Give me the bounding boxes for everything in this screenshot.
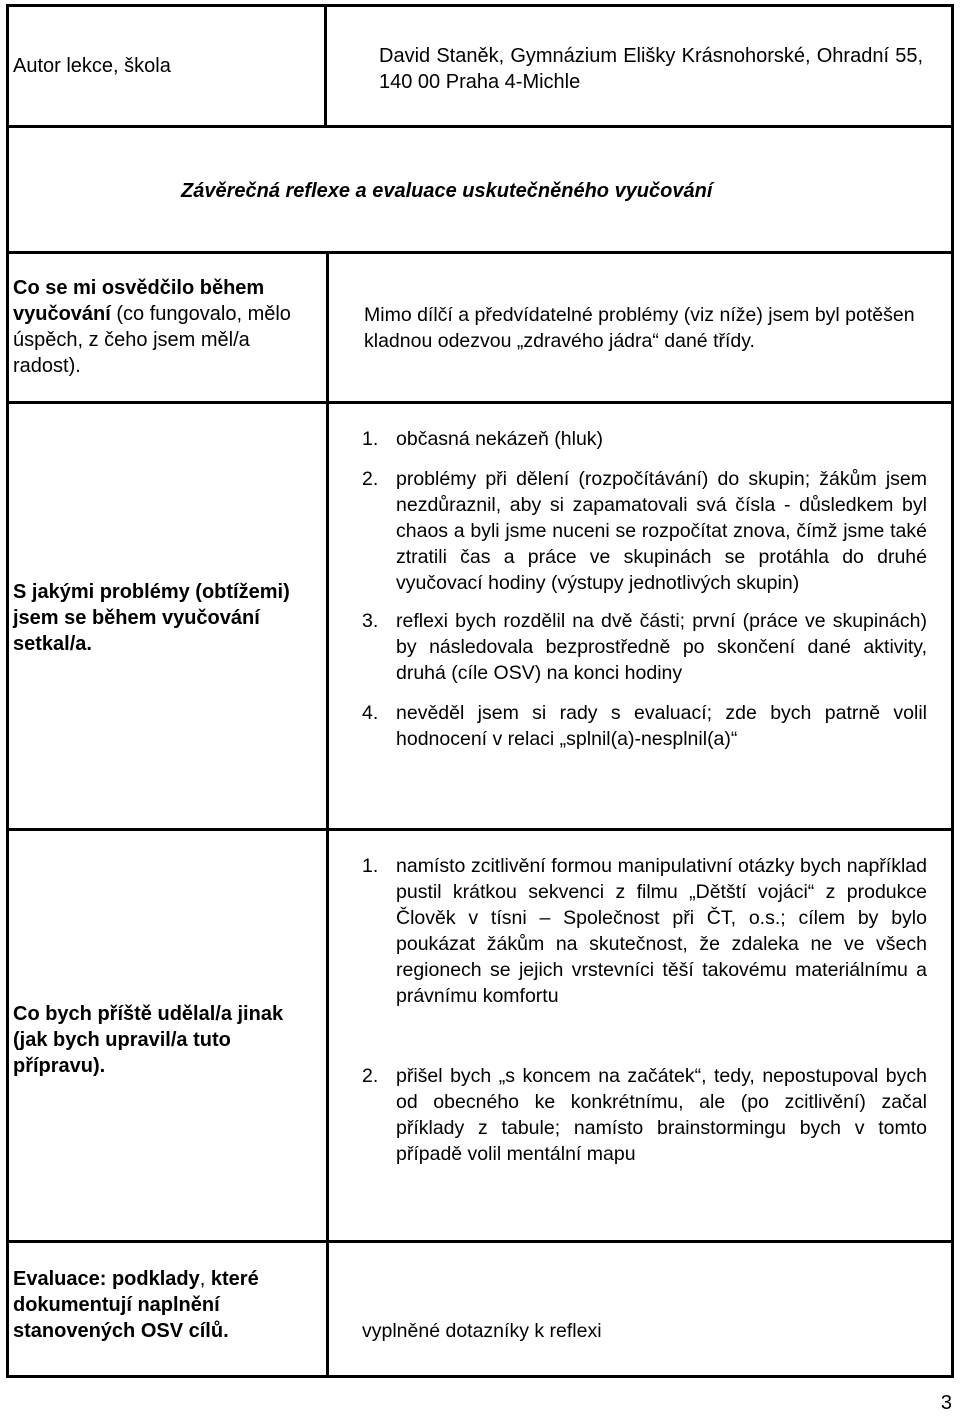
problems-label: S jakými problémy (obtížemi) jsem se během vyučování setkal/a.: [13, 581, 290, 655]
list-item: 4. nevěděl jsem si rady s evaluací; zde bych patrně volil hodnocení v relaci „splnil(a)-nesplnil(a)“: [362, 702, 927, 750]
author-value-cell: [327, 7, 951, 125]
evaluation-label-cell: [9, 1243, 326, 1375]
success-label-bold: Co se mi osvědčilo během vyučování: [13, 277, 265, 325]
list-item: 2. problémy při dělení (rozpočítávání) do skupin; žákům jsem nezdůraznil, aby si zapamatovali svá čísla - důsledkem byl chaos a byli jsme nuceni se rozpočítat znova, čímž jsme také ztratili čas a práce ve skupinách se protáhla do druhé vyučovací hodiny (výstupy jednotlivých skupin): [362, 468, 927, 594]
list-item: 1. občasná nekázeň (hluk): [362, 428, 604, 450]
section-title: Závěrečná reflexe a evaluace uskutečněného vyučování: [181, 180, 713, 202]
next-time-list: [362, 853, 927, 1167]
success-value: Mimo dílčí a předvídatelné problémy (viz níže) jsem byl potěšen kladnou odezvou „zdravého jádra“ dané třídy.: [364, 304, 915, 352]
next-time-label-cell: [9, 831, 326, 1240]
problems-label-cell: [9, 404, 326, 828]
reflection-table: [6, 4, 954, 1378]
list-item: 3. reflexi bych rozdělil na dvě části; první (práce ve skupinách) by následovala bezprostředně po skončení dané aktivity, druhá (cíle OSV) na konci hodiny: [362, 610, 927, 684]
problems-value-cell: [329, 404, 951, 828]
next-time-label: Co bych příště udělal/a jinak (jak bych upravil/a tuto přípravu).: [13, 1002, 284, 1077]
success-value-cell: [329, 254, 951, 401]
section-title-cell: [9, 128, 951, 251]
author-label-cell: [9, 7, 324, 125]
evaluation-value: vyplněné dotazníky k reflexi: [362, 1320, 602, 1342]
list-item: 2. přišel bych „s koncem na začátek“, tedy, nepostupoval bych od obecného ke konkrétnímu, ale (po zcitlivění) začal příklady z tabule; namísto brainstormingu bych v tomto případě volil mentální mapu: [362, 1065, 927, 1165]
author-label: Autor lekce, škola: [13, 55, 171, 77]
success-label: [13, 275, 316, 379]
author-value: David Staněk, Gymnázium Elišky Krásnohorské, Ohradní 55, 140 00 Praha 4-Michle: [379, 45, 923, 93]
success-label-cell: [9, 254, 326, 401]
evaluation-label: Evaluace: podklady, které dokumentují naplnění stanovených OSV cílů.: [13, 1268, 259, 1342]
success-label-rest: (co fungovalo, mělo úspěch, z čeho jsem měl/a radost).: [13, 303, 291, 377]
problems-list: [362, 426, 927, 752]
border-bottom: [6, 1375, 954, 1378]
evaluation-value-cell: [329, 1243, 951, 1375]
next-time-value-cell: [329, 831, 951, 1240]
border-right: [951, 4, 954, 1378]
list-item: 1. namísto zcitlivění formou manipulativní otázky bych například pustil krátkou sekvenci z filmu „Dětští vojáci“ z produkce Člověk v tísni – Společnost při ČT, o.s.; cílem by bylo poukázat žákům na skutečnost, že zdaleka ne ve všech regionech se jejich vrstevníci těší takovému materiálnímu a právnímu komfortu: [362, 855, 927, 1007]
page-number: 3: [940, 1392, 952, 1414]
